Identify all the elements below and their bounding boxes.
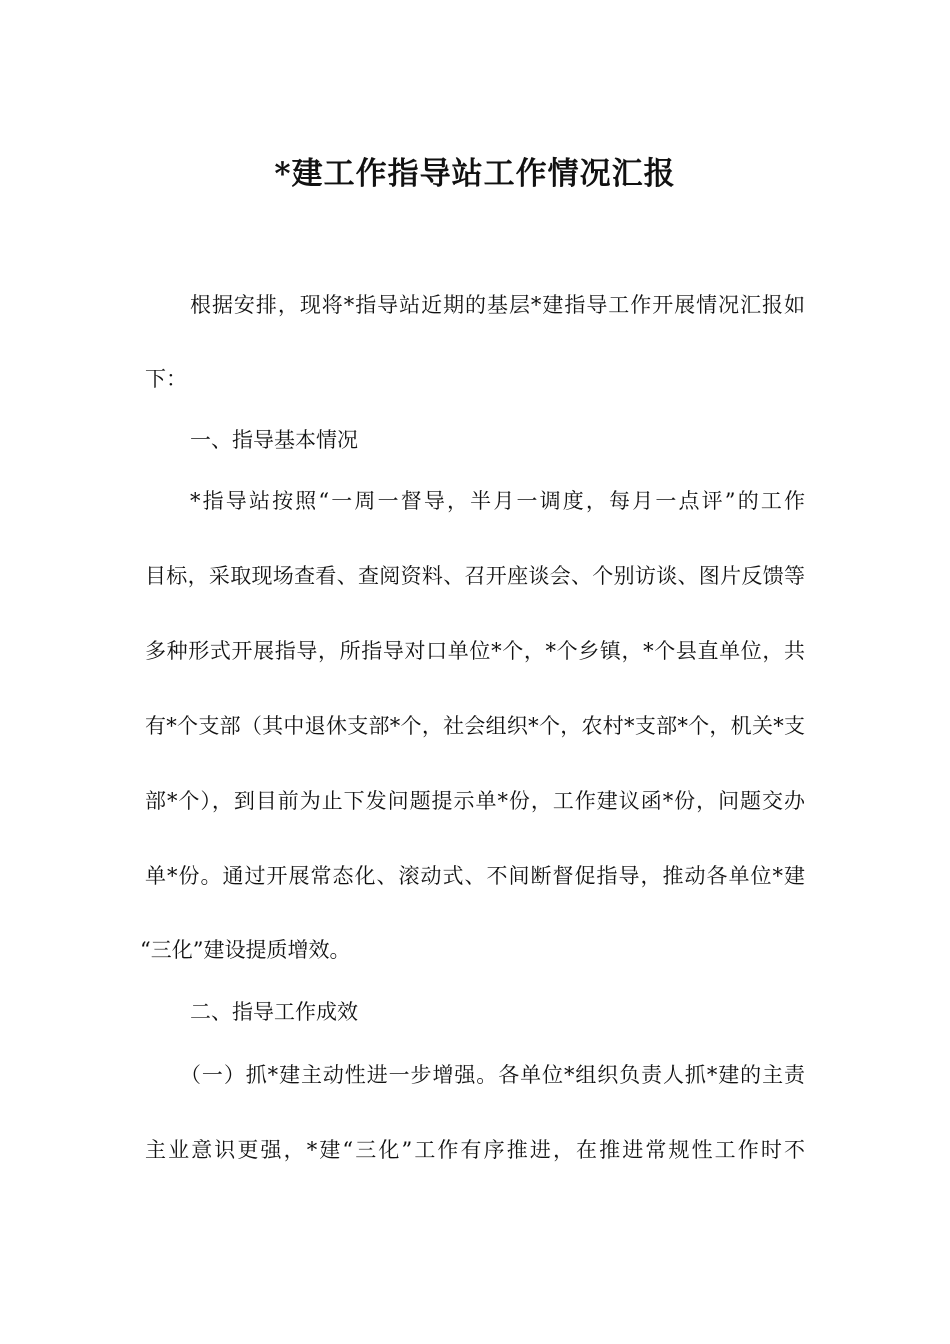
paragraph-line: 多种形式开展指导，所指导对口单位*个，*个乡镇，*个县直单位，共 xyxy=(145,639,805,663)
paragraph-line: （一）抓*建主动性进一步增强。各单位*组织负责人抓*建的主责 xyxy=(180,1063,805,1087)
section-heading: 二、指导工作成效 xyxy=(190,1000,358,1024)
paragraph-line: 根据安排，现将*指导站近期的基层*建指导工作开展情况汇报如 xyxy=(190,293,805,317)
paragraph-line: 有*个支部（其中退休支部*个，社会组织*个，农村*支部*个，机关*支 xyxy=(145,714,805,738)
paragraph-line: 主业意识更强，*建“三化”工作有序推进，在推进常规性工作时不 xyxy=(145,1138,805,1162)
paragraph-line: *指导站按照“一周一督导，半月一调度，每月一点评”的工作 xyxy=(190,489,805,513)
document-title: *建工作指导站工作情况汇报 xyxy=(274,156,676,192)
paragraph-line: 单*份。通过开展常态化、滚动式、不间断督促指导，推动各单位*建 xyxy=(145,864,805,888)
paragraph-line: “三化”建设提质增效。 xyxy=(140,938,351,962)
paragraph-line: 部*个），到目前为止下发问题提示单*份，工作建议函*份，问题交办 xyxy=(145,789,805,813)
paragraph-line: 下： xyxy=(145,367,187,391)
section-heading: 一、指导基本情况 xyxy=(190,428,358,452)
paragraph-line: 目标，采取现场查看、查阅资料、召开座谈会、个别访谈、图片反馈等 xyxy=(145,564,805,588)
